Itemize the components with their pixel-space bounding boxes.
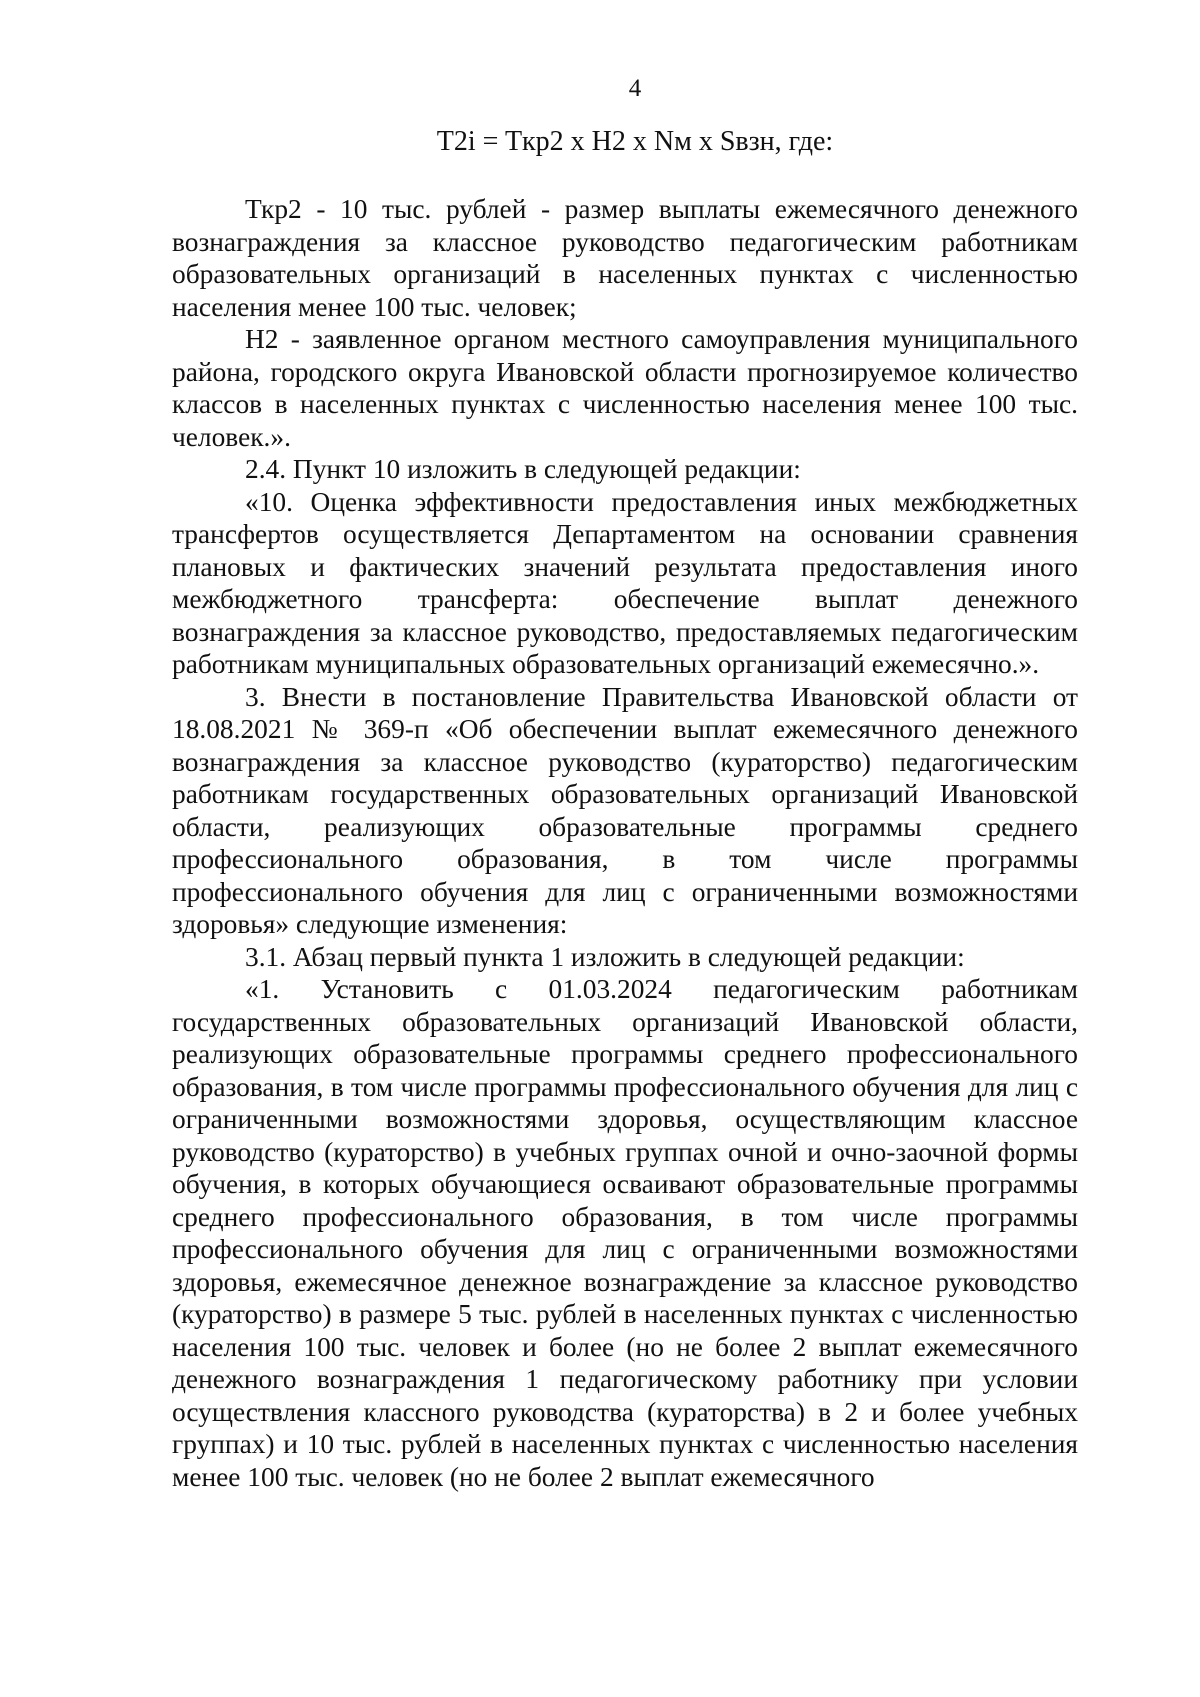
- paragraph-10: «10. Оценка эффективности предоставления иных межбюджетных трансфертов осуществляется Департаментом на основании сравнения плановых и фактических значений результата предоставления иного межбюджетного трансферта: обеспечение выплат денежного вознаграждения за классное руководство, предоставляемых педагогическим работникам муниципальных образовательных организаций ежемесячно.».: [172, 486, 1078, 679]
- paragraph-3: 3. Внести в постановление Правительства Ивановской области от 18.08.2021 № 369-п «Об обеспечении выплат ежемесячного денежного вознаграждения за классное руководство (кураторство) педагогическим работникам государственных образовательных организаций Ивановской области, реализующих образовательные программы среднего профессионального образования, в том числе программы профессионального обучения для лиц с ограниченными возможностями здоровья» следующие изменения:: [172, 681, 1078, 939]
- formula: T2i = Tкр2 x H2 x Nм x Sвзн, где:: [436, 126, 834, 157]
- paragraph-2-4: 2.4. Пункт 10 изложить в следующей редакции:: [245, 454, 801, 484]
- document-body: [172, 193, 1078, 1493]
- paragraph-3-1: 3.1. Абзац первый пункта 1 изложить в следующей редакции:: [245, 941, 965, 972]
- paragraph-1: «1. Установить с 01.03.2024 педагогическим работникам государственных образовательных организаций Ивановской области, реализующих образовательные программы среднего профессионального образования, в том числе программы профессионального обучения для лиц с ограниченными возможностями здоровья, осуществляющим классное руководство (кураторство) в учебных группах очной и очно-заочной формы обучения, в которых обучающиеся осваивают образовательные программы среднего профессионального образования, в том числе программы профессионального обучения для лиц с ограниченными возможностями здоровья, ежемесячное денежное вознаграждение за классное руководство (кураторство) в размере 5 тыс. рублей в населенных пунктах с численностью населения 100 тыс. человек и более (но не более 2 выплат ежемесячного денежного вознаграждения 1 педагогическому работнику при условии осуществления классного руководства (кураторства) в 2 и более учебных группах) и 10 тыс. рублей в населенных пунктах с численностью населения менее 100 тыс. человек (но не более 2 выплат ежемесячного: [172, 974, 1078, 1492]
- paragraph-tkr2: Ткр2 - 10 тыс. рублей - размер выплаты ежемесячного денежного вознаграждения за классное руководство педагогическим работникам образовательных организаций в населенных пунктах с численностью населения менее 100 тыс. человек;: [172, 194, 1078, 322]
- page-number: 4: [628, 75, 642, 102]
- paragraph-n2: Н2 - заявленное органом местного самоуправления муниципального района, городского округа Ивановской области прогнозируемое количество классов в населенных пунктах с численностью населения менее 100 тыс. человек.».: [172, 324, 1078, 452]
